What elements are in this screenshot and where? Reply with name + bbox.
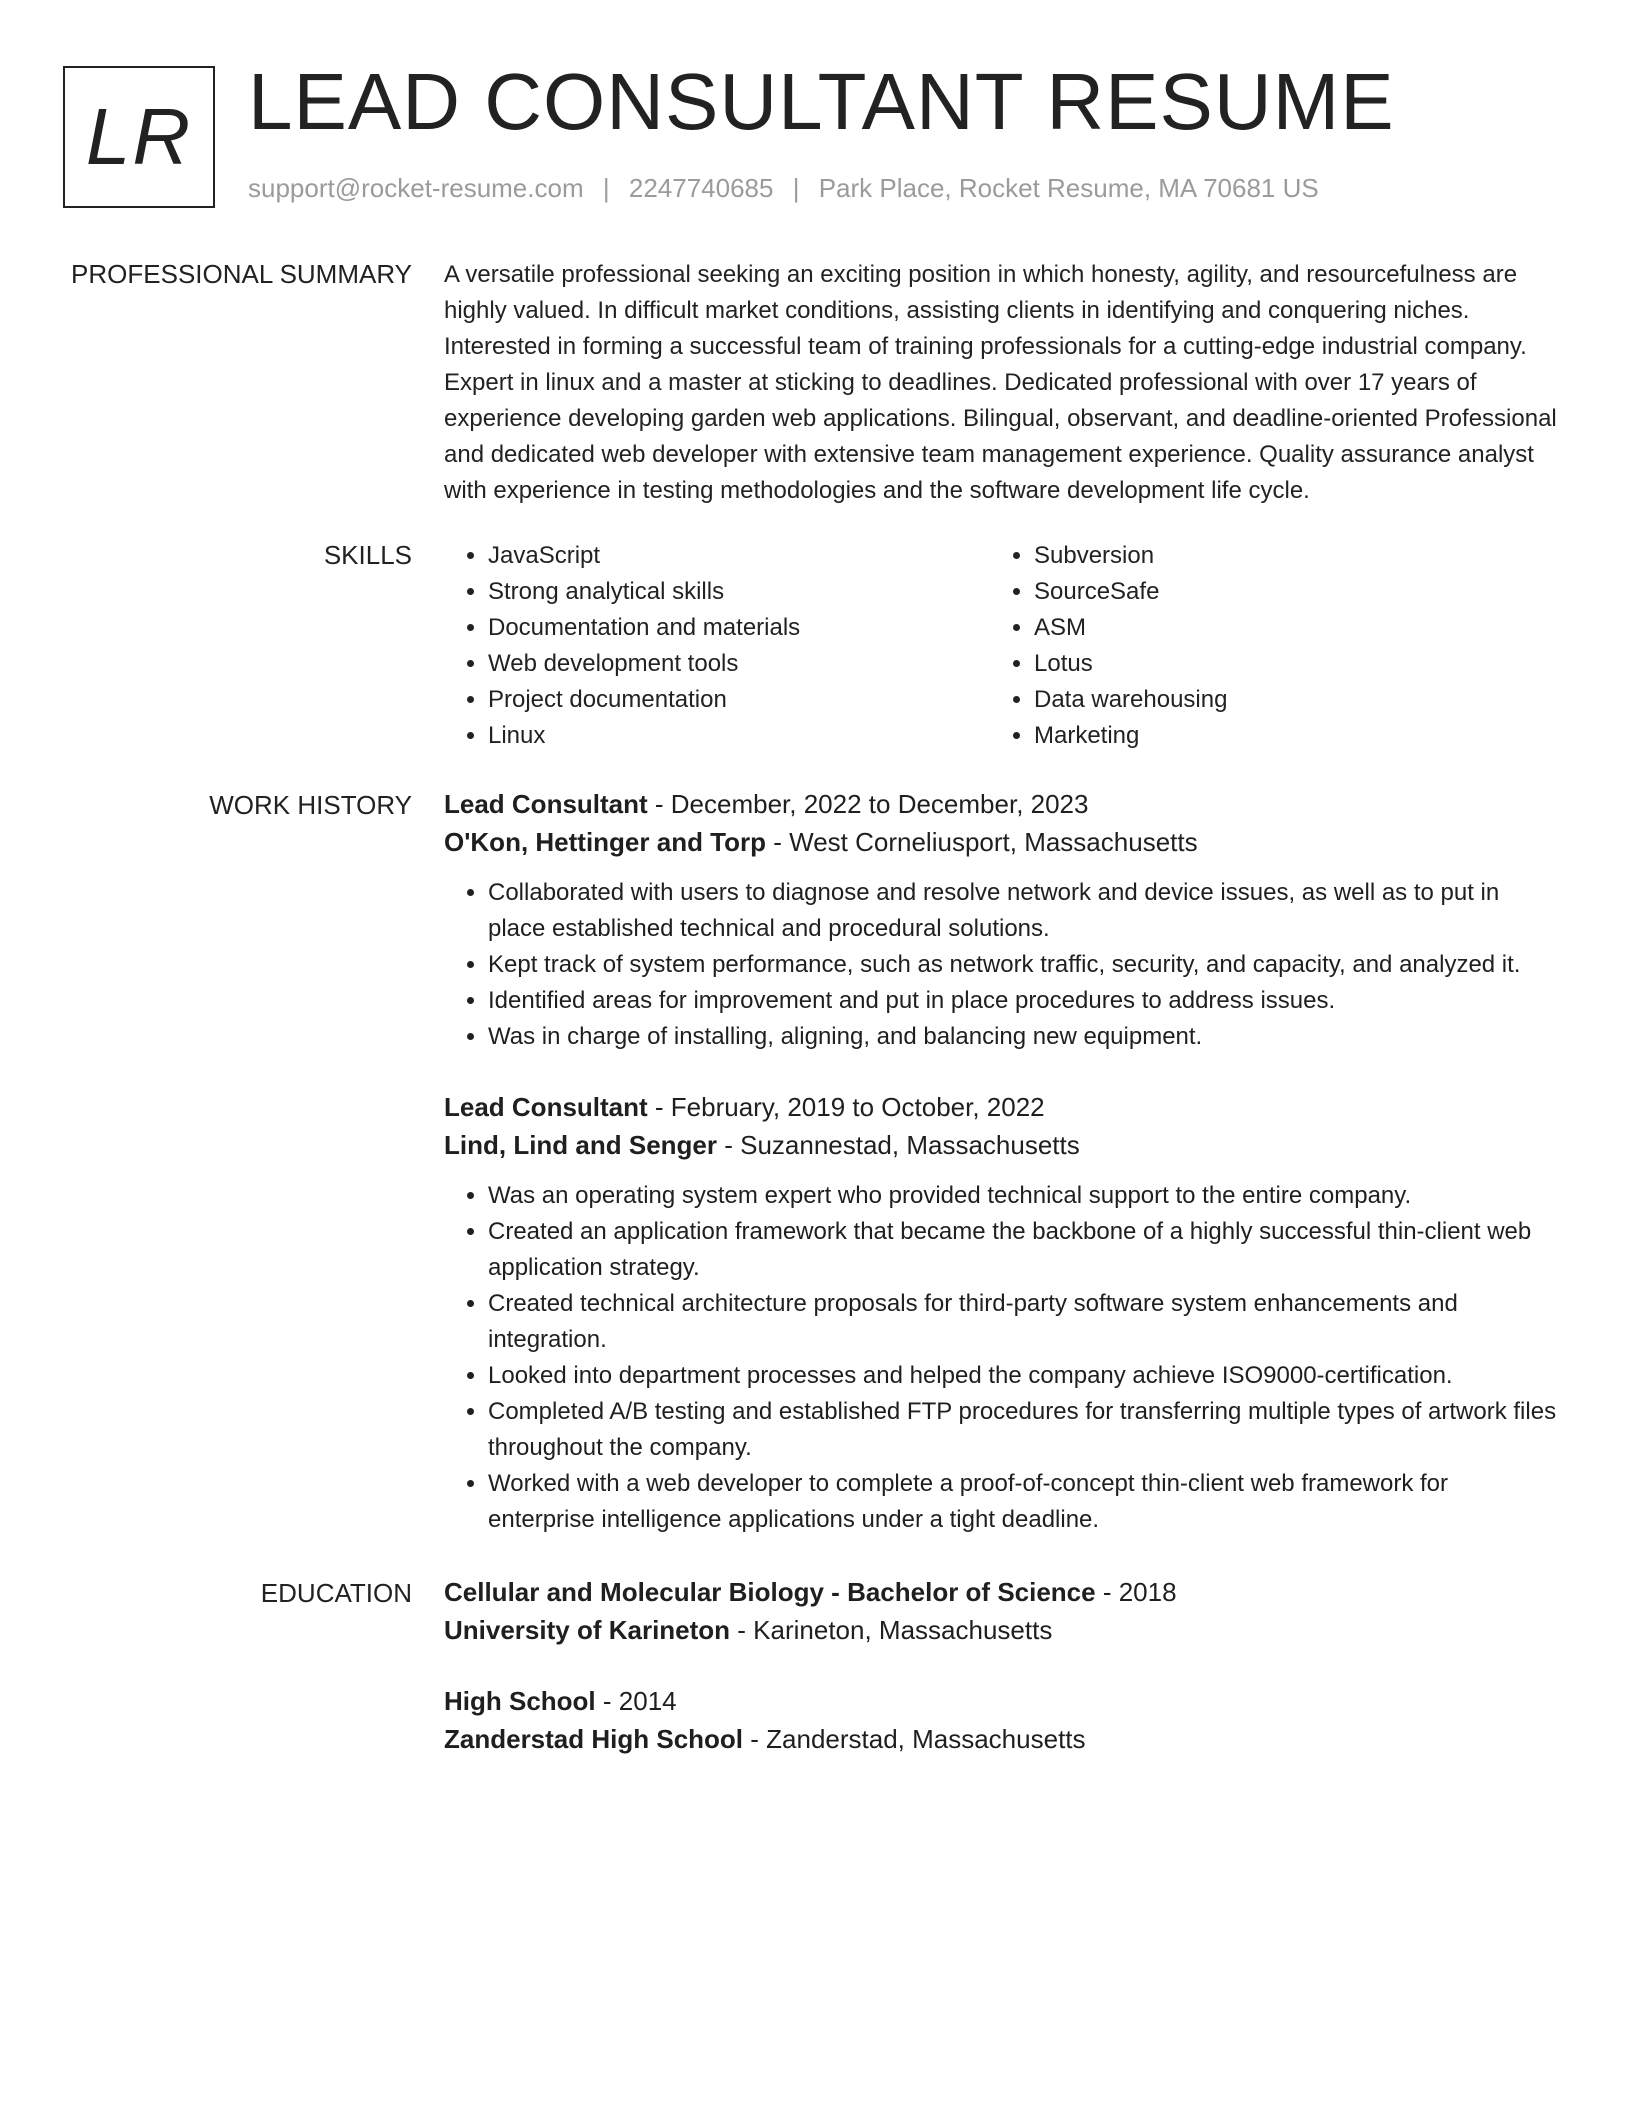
skill-item: • Marketing [1034,718,1227,754]
skill-item: • SourceSafe [1034,574,1227,610]
education-degree-line [444,1573,1559,1611]
skills-section [444,538,1559,754]
skills-list-left [444,538,990,754]
contact-line [248,173,1319,204]
job-title-line [444,1088,1559,1126]
job-company: O'Kon, Hettinger and Torp [444,827,767,857]
education-degree-line [444,1682,1559,1720]
education-year: - 2014 [595,1686,677,1716]
job-bullet: • Was an operating system expert who provided technical support to the entire company. [488,1178,1559,1214]
job-dates: - February, 2019 to October, 2022 [647,1092,1045,1122]
education-school-line [444,1720,1559,1758]
monogram-logo: LR [63,66,215,208]
education-school: University of Karineton [444,1615,731,1645]
job-bullet: • Identified areas for improvement and put in place procedures to address issues. [488,983,1559,1019]
summary-text: A versatile professional seeking an exciting position in which honesty, agility, and resourcefulness are highly valued. In difficult market conditions, assisting clients in identifying and conquering niches. Interested in forming a successful team of training professionals for a cutting-edge industrial company. Expert in linux and a master at sticking to deadlines. Dedicated professional with over 17 years of experience developing garden web applications. Bilingual, observant, and deadline-oriented Professional and dedicated web developer with extensive team management experience. Quality assurance analyst with experience in testing methodologies and the software development life cycle. [444,261,1557,504]
summary-section [444,257,1559,509]
education-year: - 2018 [1095,1577,1177,1607]
job-title: Lead Consultant [444,1092,648,1122]
education-location: - Zanderstad, Massachusetts [743,1724,1086,1754]
education-location: - Karineton, Massachusetts [730,1615,1053,1645]
job-title-line [444,785,1559,823]
skills-heading: SKILLS [323,540,412,570]
job-company-line [444,823,1559,861]
job-dates: - December, 2022 to December, 2023 [647,789,1089,819]
job-bullet: • Worked with a web developer to complete a proof-of-concept thin-client web framework for enterprise intelligence applications under a tight deadline. [488,1466,1559,1538]
skill-item: • Linux [488,718,990,754]
job-bullet: • Completed A/B testing and established FTP procedures for transferring multiple types of artwork files throughout the company. [488,1394,1559,1466]
job-company: Lind, Lind and Senger [444,1130,717,1160]
page-title: LEAD CONSULTANT RESUME [248,57,1395,146]
education-entry [444,1682,1559,1758]
job-location: - Suzannestad, Massachusetts [717,1130,1080,1160]
contact-email[interactable]: support@rocket-resume.com [248,173,584,203]
skills-list-right [990,538,1227,754]
job-title: Lead Consultant [444,789,648,819]
contact-separator: | [792,173,800,203]
education-heading: EDUCATION [260,1578,412,1608]
education-entry [444,1573,1559,1649]
skill-item: • Documentation and materials [488,610,990,646]
job-bullet: • Created technical architecture proposals for third-party software system enhancements and integration. [488,1286,1559,1358]
skill-item: • Lotus [1034,646,1227,682]
job-bullet: • Collaborated with users to diagnose and resolve network and device issues, as well as to put in place established technical and procedural solutions. [488,875,1559,947]
job-location: - West Corneliusport, Massachusetts [766,827,1198,857]
skill-item: • Data warehousing [1034,682,1227,718]
job-company-line [444,1126,1559,1164]
job-bullets [444,1178,1559,1538]
job-bullet: • Created an application framework that became the backbone of a highly successful thin-client web application strategy. [488,1214,1559,1286]
skill-item: • Project documentation [488,682,990,718]
education-degree: High School [444,1686,596,1716]
education-degree: Cellular and Molecular Biology - Bachelor of Science [444,1577,1096,1607]
job-entry [444,1088,1559,1538]
job-bullet: • Kept track of system performance, such as network traffic, security, and capacity, and analyzed it. [488,947,1559,983]
skill-item: • Strong analytical skills [488,574,990,610]
summary-heading: PROFESSIONAL SUMMARY [71,259,412,289]
job-bullet: • Was in charge of installing, aligning, and balancing new equipment. [488,1019,1559,1055]
education-school: Zanderstad High School [444,1724,744,1754]
job-bullet: • Looked into department processes and helped the company achieve ISO9000-certification. [488,1358,1559,1394]
job-entry [444,785,1559,1055]
skill-item: • ASM [1034,610,1227,646]
contact-address: Park Place, Rocket Resume, MA 70681 US [818,173,1319,203]
skill-item: • Subversion [1034,538,1227,574]
contact-separator: | [602,173,610,203]
work-history-heading: WORK HISTORY [209,790,412,820]
job-bullets [444,875,1559,1055]
education-school-line [444,1611,1559,1649]
skill-item: • JavaScript [488,538,990,574]
contact-phone[interactable]: 2247740685 [628,173,774,203]
skill-item: • Web development tools [488,646,990,682]
